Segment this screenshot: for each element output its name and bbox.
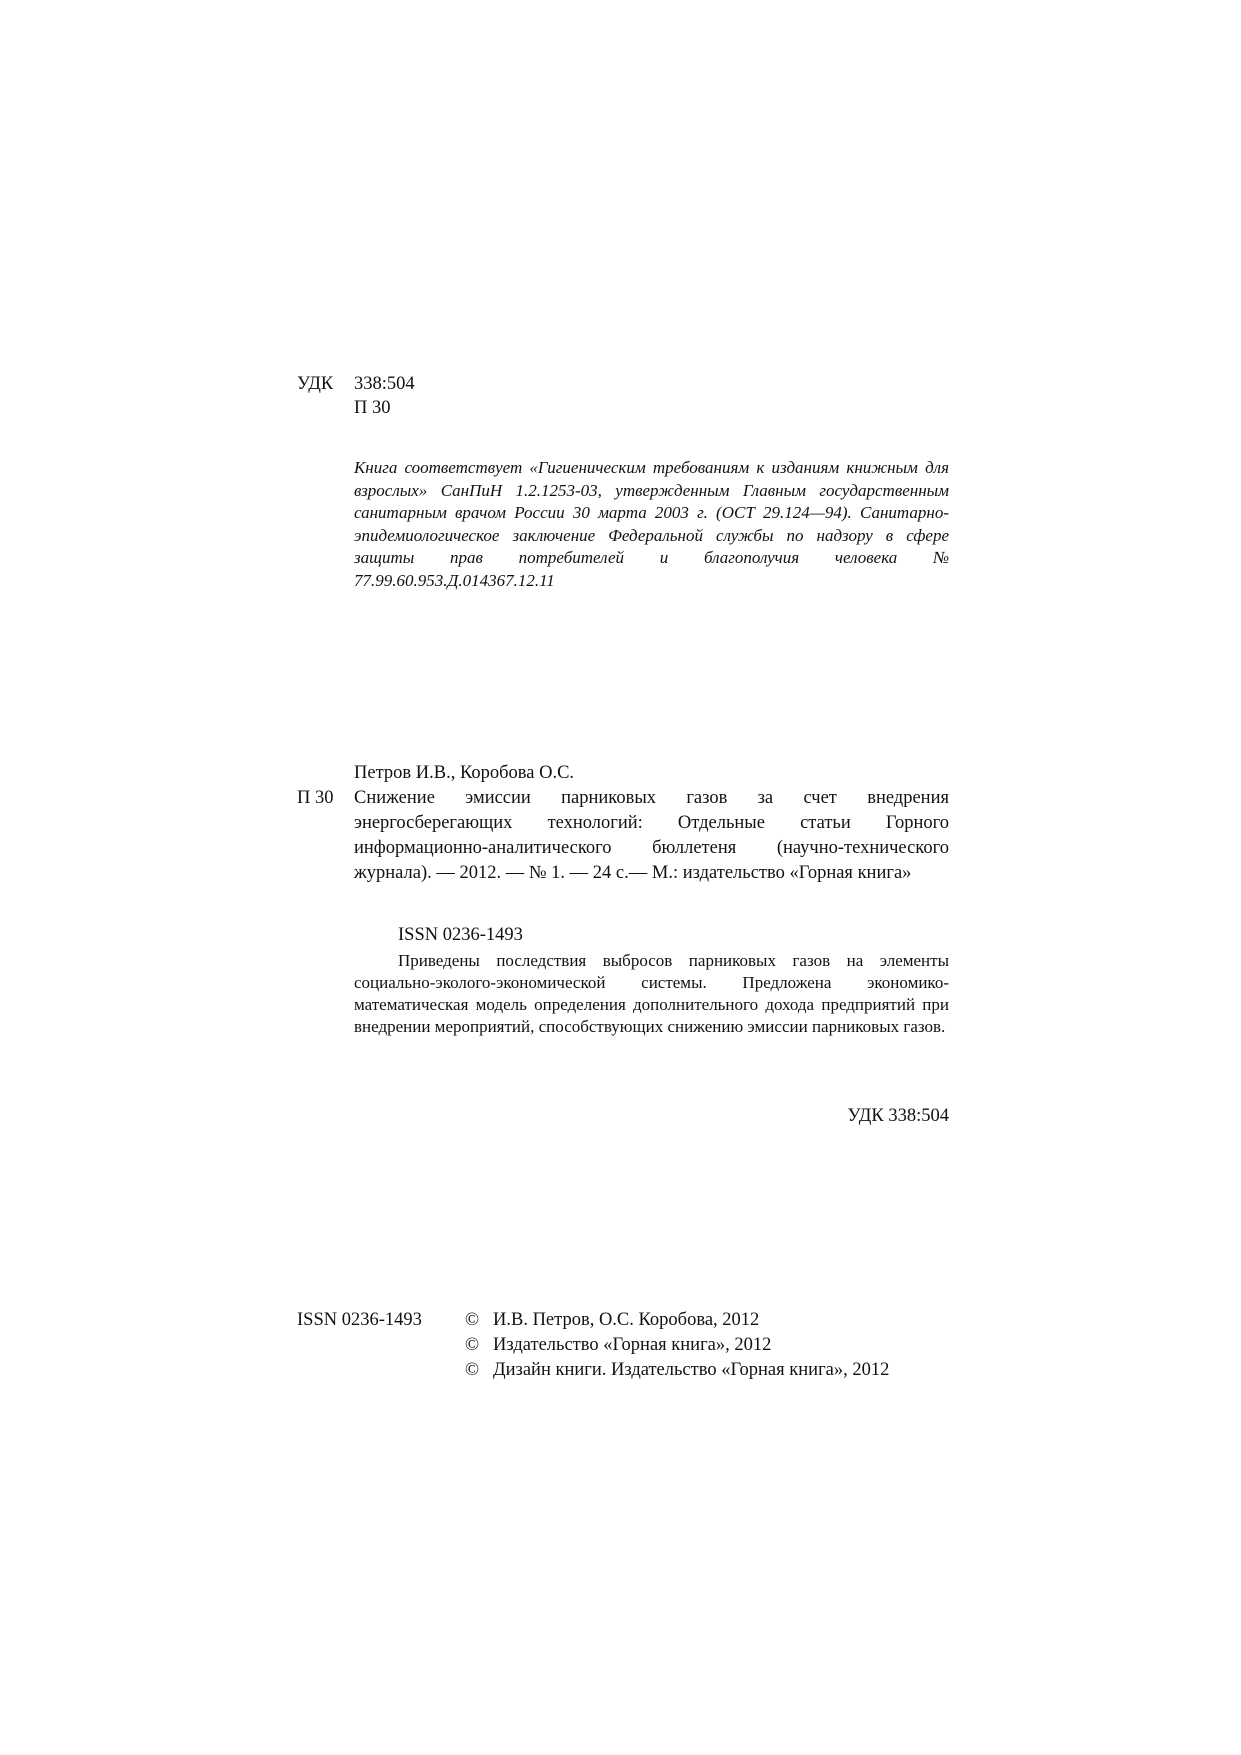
copyright-text: Издательство «Горная книга», 2012: [493, 1335, 772, 1355]
card-index: П 30: [297, 788, 334, 808]
card-authors: Петров И.В., Коробова О.С.: [354, 763, 575, 783]
udk-label: УДК: [297, 374, 334, 394]
copyright-text: И.В. Петров, О.С. Коробова, 2012: [493, 1310, 760, 1330]
card-udk: УДК 338:504: [847, 1106, 949, 1126]
card-issn: ISSN 0236-1493: [398, 925, 523, 945]
copyright-icon: ©: [465, 1310, 480, 1330]
hygiene-compliance-note: Книга соответствует «Гигиеническим требованиям к изданиям книжным для взрослых» СанПиН 1.2.1253-03, утвержденным Главным государственным санитарным врачом России 30 марта 2003 г. (ОСТ 29.124—94). Санитарно-эпидемиологическое заключение Федеральной службы по надзору в сфере защиты прав потребителей и благополучия человека № 77.99.60.953.Д.014367.12.11: [354, 458, 949, 590]
copyright-line: [465, 1308, 889, 1333]
copyright-line: [465, 1358, 889, 1383]
card-description: Снижение эмиссии парниковых газов за счет внедрения энергосберегающих технологий: Отдельные статьи Горного информационно-аналитического бюллетеня (научно-технического журнала). — 2012. — № 1. — 24 с.— М.: издательство «Горная книга»: [354, 788, 949, 883]
footer-issn: ISSN 0236-1493: [297, 1310, 422, 1330]
catalog-index: П 30: [354, 398, 391, 418]
udk-code: 338:504: [354, 374, 415, 394]
copyright-icon: ©: [465, 1360, 480, 1380]
copyright-icon: ©: [465, 1335, 480, 1355]
card-abstract: Приведены последствия выбросов парниковых газов на элементы социально-эколого-экономической системы. Предложена экономико-математическая модель определения дополнительного дохода предприятий при внедрении мероприятий, способствующих снижению эмиссии парниковых газов.: [354, 951, 949, 1036]
copyright-text: Дизайн книги. Издательство «Горная книга», 2012: [493, 1360, 890, 1380]
copyright-line: [465, 1333, 889, 1358]
copyright-list: [465, 1308, 889, 1383]
